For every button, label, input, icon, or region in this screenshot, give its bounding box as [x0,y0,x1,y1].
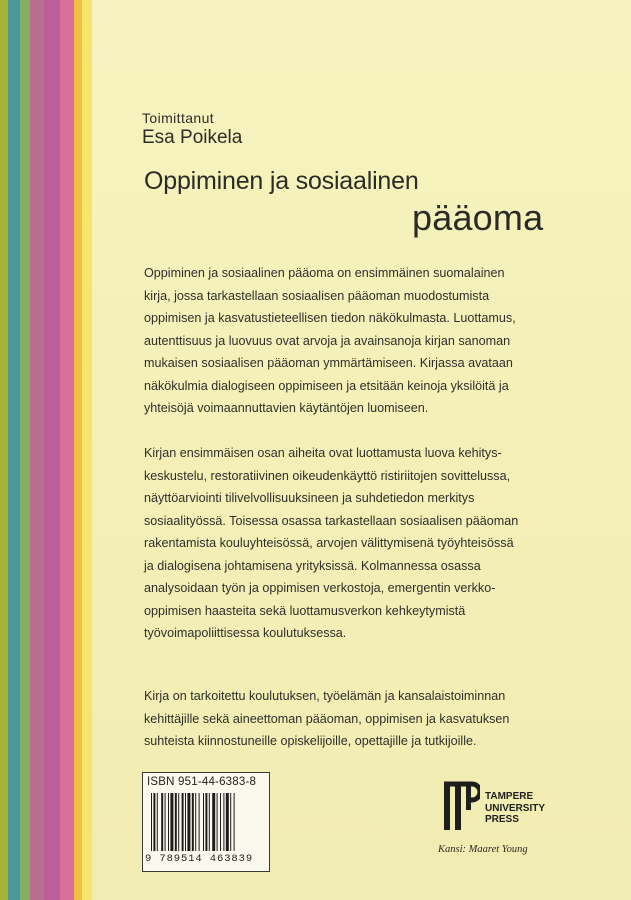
stripe-mauve [30,0,44,900]
cover-credit: Kansi: Maaret Young [438,844,528,855]
blurb-paragraph-3: Kirja on tarkoitettu koulutuksen, työelämän ja kansalaistoiminnan kehittäjille sekä aineettoman pääoman, oppimisen ja kasvatuksen suhteista kiinnostuneille opiskelijoille, opettajille ja tutkijoille. [144,689,510,748]
publisher-name [485,791,545,826]
color-stripes [0,0,92,900]
stripe-yellow [82,0,92,900]
book-title-line2: pääoma [412,197,544,238]
barcode-digits: 9 789514 463839 [145,853,254,865]
blurb-paragraph-2: Kirjan ensimmäisen osan aiheita ovat luottamusta luova kehityskeskustelu, restoratiivinen oikeudenkäyttö ristiriitojen sovittelussa, näyttöarviointi tilivelvollisuuksineen ja suhdetiedon merkitys sosiaalityössä. Toisessa osassa tarkastellaan sosiaalisen pääoman rakentamista kouluyhteisössä, arvojen välittymisenä työyhteisössä ja dialogisena johtamisena yrityksissä. Kolmannessa osassa analysoidaan työn ja oppimisen verkostoja, emergentin verkko-oppimisen haasteita sekä luottamusverkon kehkeytymistä työvoimapoliittisessa koulutuksessa. [144,446,519,640]
isbn-label: ISBN 951-44-6383-8 [147,776,257,788]
editor-label: Toimittanut [142,110,215,126]
tup-logo-icon [438,780,480,834]
stripe-teal [8,0,20,900]
stripe-orange [74,0,82,900]
publisher-line-1: TAMPERE [485,791,534,802]
book-title-line1: Oppiminen ja sosiaalinen [144,167,419,195]
barcode-icon [149,793,263,851]
stripe-magenta [44,0,60,900]
blurb-paragraph-1: Oppiminen ja sosiaalinen pääoma on ensimmäinen suomalainen kirja, jossa tarkastellaan sosiaalisen pääoman muodostumista oppimisen ja kasvatustieteellisen tiedon näkökulmasta. Luottamus, autenttisuus ja luovuus ovat arvoja ja avainsanoja kirjan sanoman mukaisen sosiaalisen pääoman ymmärtämiseen. Kirjassa avataan näkökulmia dialogiseen oppimiseen ja etsitään keinoja yksilöitä ja yhteisöjä voimaannuttavien käytäntöjen luomiseen. [144,266,516,415]
stripe-olive [0,0,8,900]
publisher-line-2: UNIVERSITY [485,802,546,814]
isbn-barcode-box [142,772,270,872]
editor-name: Esa Poikela [142,127,243,148]
stripe-green [20,0,30,900]
stripe-pink [60,0,74,900]
publisher-line-3: PRESS [485,814,519,825]
